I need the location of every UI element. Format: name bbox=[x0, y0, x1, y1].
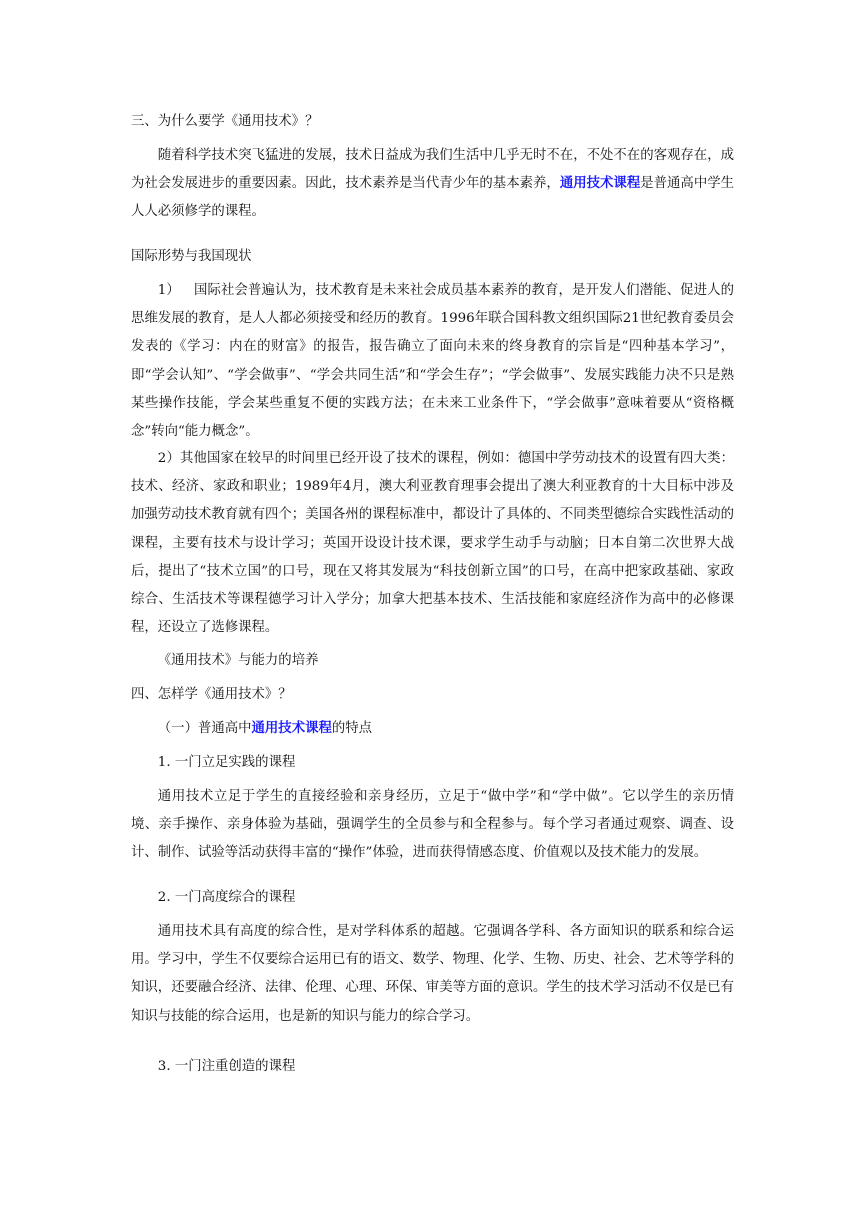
intro-text-after: 是普通高中学生人人必须修学的课程。 bbox=[131, 176, 735, 220]
course-link[interactable]: 通用技术课程 bbox=[559, 176, 641, 192]
point-1-paragraph: 通用技术立足于学生的直接经验和亲身经历，立足于“做中学”和“学中做”。它以学生的亲历情境、亲手操作、亲身体验为基础，强调学生的全员参与和全程参与。每个学习者通过观察、调查、设计、制作、试验等活动获得丰富的“操作”体验，进而获得情感态度、价值观以及技术能力的发展。 bbox=[131, 789, 734, 861]
item-1-text: 国际社会普遍认为，技术教育是未来社会成员基本素养的教育，是开发人们潜能、促进人的思维发展的教育，是人人都必须接受和经历的教育。1996年联合国科教文组织国际21世纪教育委员会发表的《学习：内在的财富》的报告，报告确立了面向未来的终身教育的宗旨是“四种基本学习”，即“学会认知”、“学会做事”、“学会共同生活”和“学会生存”；“学会做事”、发展实践能力决不只是熟某些操作技能，学会某些重复不便的实践方法；在未来工业条件下，“学会做事”意味着要从“资格概念”转向“能力概念”。 bbox=[131, 283, 734, 440]
ability-training-line: 《通用技术》与能力的培养 bbox=[157, 653, 319, 668]
section-4-heading: 四、怎样学《通用技术》？ bbox=[131, 687, 292, 702]
course-features-heading bbox=[131, 715, 734, 743]
features-text-before: （一）普通高中 bbox=[157, 721, 252, 736]
intro-text-before: 随着科学技术突飞猛进的发展，技术日益成为我们生活中几乎无时不在，不处不在的客观存在，成为社会发展进步的重要因素。因此，技术素养是当代青少年的基本素养， bbox=[131, 148, 734, 192]
point-3-title: 3. 一门注重创造的课程 bbox=[157, 1059, 296, 1074]
point-1-title: 1. 一门立足实践的课程 bbox=[157, 755, 296, 770]
section-3-intro-paragraph bbox=[131, 142, 734, 227]
point-2-paragraph: 通用技术具有高度的综合性，是对学科体系的超越。它强调各学科、各方面知识的联系和综合运用。学习中，学生不仅要综合运用已有的语文、数学、物理、化学、生物、历史、社会、艺术等学科的知识，还要融合经济、法律、伦理、心理、环保、审美等方面的意识。学生的技术学习活动不仅是已有知识与技能的综合运用，也是新的知识与能力的综合学习。 bbox=[131, 924, 734, 1024]
international-situation-heading: 国际形势与我国现状 bbox=[131, 249, 252, 264]
item-1-paragraph bbox=[131, 277, 734, 446]
features-text-after: 的特点 bbox=[331, 721, 373, 736]
course-link-2[interactable]: 通用技术课程 bbox=[251, 721, 332, 736]
item-2-paragraph: 2）其他国家在较早的时间里已经开设了技术的课程，例如：德国中学劳动技术的设置有四大类：技术、经济、家政和职业；1989年4月，澳大利亚教育理事会提出了澳大利亚教育的十大目标中涉及加强劳动技术教育就有四个；美国各州的课程标准中，都设计了具体的、不同类型德综合实践性活动的课程，主要有技术与设计学习；英国开设设计技术课，要求学生动手与动脑；日本自第二次世界大战后，提出了“技术立国”的口号，现在又将其发展为“科技创新立国”的口号，在高中把家政基础、家政综合、生活技术等课程德学习计入学分；加拿大把基本技术、生活技能和家庭经济作为高中的必修课程，还设立了选修课程。 bbox=[131, 451, 734, 636]
section-3-heading: 三、为什么要学《通用技术》？ bbox=[131, 114, 319, 129]
item-1-number: 1） bbox=[157, 283, 180, 298]
point-2-title: 2. 一门高度综合的课程 bbox=[157, 890, 296, 905]
